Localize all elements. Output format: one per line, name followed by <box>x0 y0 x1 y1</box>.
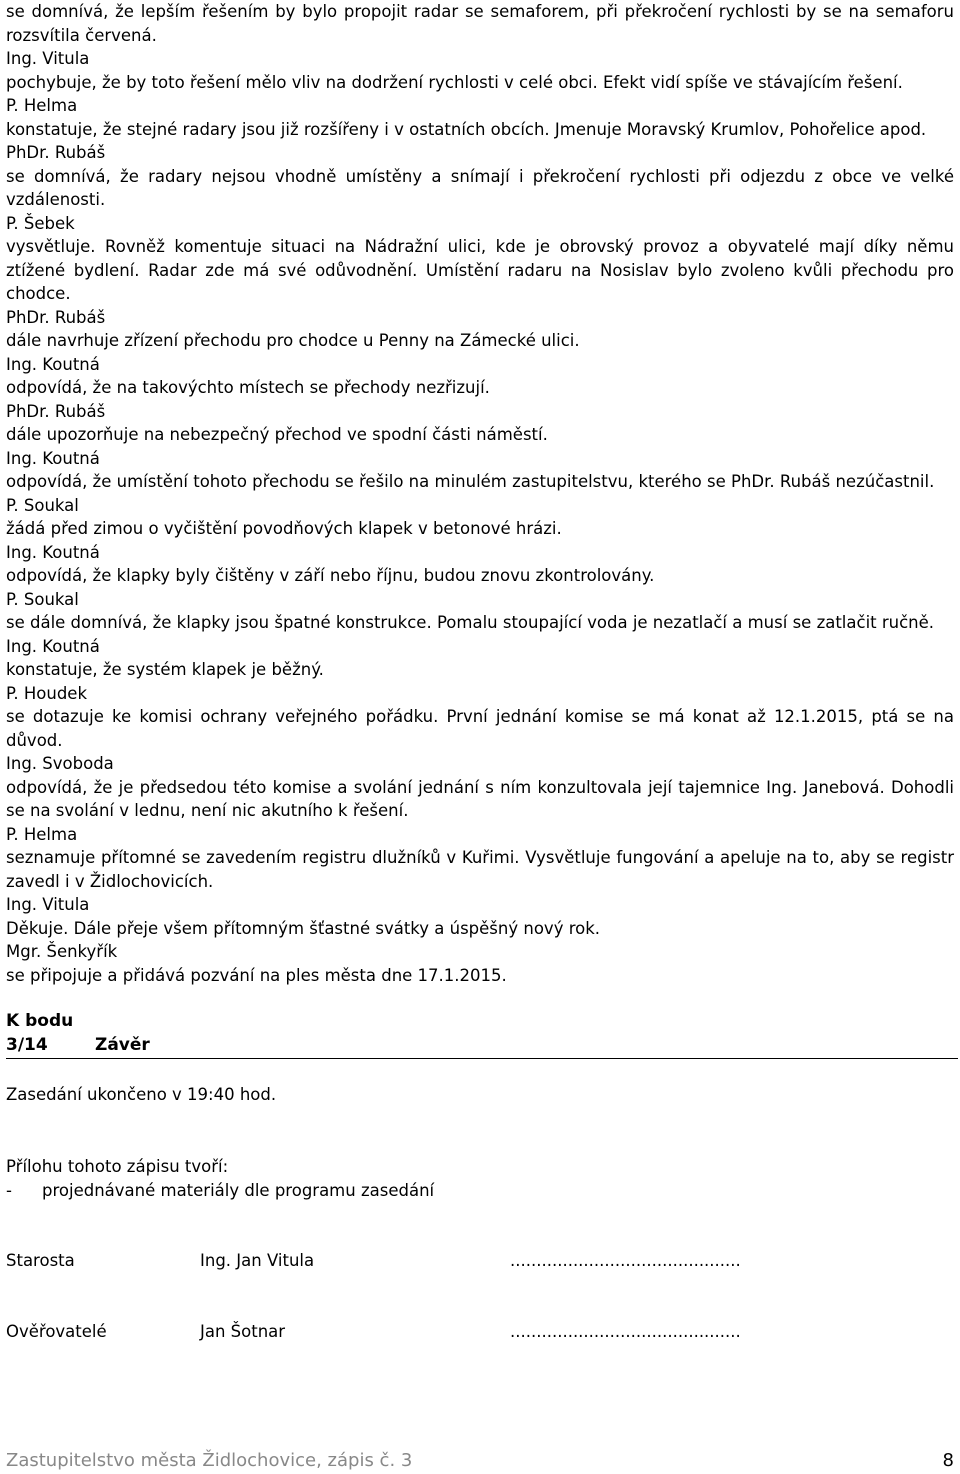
discussion-entries <box>6 47 954 987</box>
speaker-name: Ing. Vitula <box>6 895 90 914</box>
speaker-statement: pochybuje, že by toto řešení mělo vliv na dodržení rychlosti v celé obci. Efekt vidí spíše ve stávajícím řešení. <box>6 72 903 92</box>
speaker-statement: vysvětluje. Rovněž komentuje situaci na Nádražní ulici, kde je obrovský provoz a obyvatelé mají díky němu ztížené bydlení. Radar zde má své odůvodnění. Umístění radaru na Nosislav bylo zvoleno kvůli přechodu pro chodce. <box>6 237 954 303</box>
speaker-name: P. Soukal <box>6 495 79 515</box>
speaker-name: Mgr. Šenkyřík <box>6 942 118 961</box>
signature-name: Jan Šotnar <box>200 1322 286 1341</box>
speaker-name: P. Helma <box>6 96 78 115</box>
speaker-name: Ing. Koutná <box>6 354 100 374</box>
speaker-statement: odpovídá, že je předsedou této komise a svolání jednání s ním konzultovala její tajemnice Ing. Janebová. Dohodli se na svolání v lednu, není nic akutního k řešení. <box>6 777 954 820</box>
section-number: 3/14 <box>6 1035 48 1055</box>
signature-name: Ing. Jan Vitula <box>200 1251 315 1270</box>
speaker-name: PhDr. Rubáš <box>6 401 106 421</box>
attachment-heading: Přílohu tohoto zápisu tvoří: <box>6 1157 229 1176</box>
signature-role: Ověřovatelé <box>6 1322 107 1341</box>
closing-statement: Zasedání ukončeno v 19:40 hod. <box>6 1085 277 1104</box>
speaker-statement: seznamuje přítomné se zavedením registru dlužníků v Kuřimi. Vysvětluje fungování a apeluje na to, aby se registr zavedl i v Židlochovicích. <box>6 848 954 891</box>
section-divider <box>6 1058 958 1059</box>
speaker-name: Ing. Svoboda <box>6 754 114 773</box>
section-title-row <box>6 1033 954 1057</box>
speaker-name: Ing. Koutná <box>6 542 100 562</box>
speaker-name: P. Soukal <box>6 589 79 609</box>
page-footer <box>6 1449 954 1473</box>
speaker-name: P. Šebek <box>6 213 75 233</box>
intro-paragraph: se domnívá, že lepším řešením by bylo propojit radar se semaforem, při překročení rychlosti by se na semaforu rozsvítila červená. <box>6 2 954 45</box>
document-page <box>6 0 954 1344</box>
speaker-name: PhDr. Rubáš <box>6 143 106 162</box>
speaker-statement: se dotazuje ke komisi ochrany veřejného pořádku. První jednání komise se má konat až 12.1.2015, ptá se na důvod. <box>6 707 954 750</box>
speaker-statement: odpovídá, že umístění tohoto přechodu se řešilo na minulém zastupitelstvu, kterého se PhDr. Rubáš nezúčastnil. <box>6 472 935 491</box>
attachment-item-text: projednávané materiály dle programu zasedání <box>42 1181 435 1200</box>
speaker-name: P. Helma <box>6 824 78 844</box>
attachment-block <box>6 1155 954 1203</box>
speaker-name: Ing. Vitula <box>6 49 90 68</box>
signature-role: Starosta <box>6 1251 75 1270</box>
speaker-statement: dále upozorňuje na nebezpečný přechod ve spodní části náměstí. <box>6 425 548 444</box>
speaker-statement: žádá před zimou o vyčištění povodňových klapek v betonové hrázi. <box>6 519 562 538</box>
speaker-statement: Děkuje. Dále přeje všem přítomným šťastné svátky a úspěšný nový rok. <box>6 918 601 938</box>
signature-line: ............................................ <box>510 1251 741 1270</box>
speaker-statement: se domnívá, že radary nejsou vhodně umístěny a snímají i překročení rychlosti při odjezdu z obce ve velké vzdálenosti. <box>6 166 954 209</box>
speaker-name: Ing. Koutná <box>6 636 100 656</box>
speaker-statement: se dále domnívá, že klapky jsou špatné konstrukce. Pomalu stoupající voda je nezatlačí a musí se zatlačit ručně. <box>6 613 935 632</box>
speaker-name: PhDr. Rubáš <box>6 307 106 327</box>
signature-row-verifiers <box>6 1320 954 1344</box>
footer-page-number: 8 <box>942 1450 954 1471</box>
signature-line: ............................................ <box>510 1322 741 1341</box>
section-heading <box>6 1009 954 1057</box>
attachment-dash: - <box>6 1181 12 1200</box>
speaker-statement: odpovídá, že klapky byly čištěny v září nebo říjnu, budou znovu zkontrolovány. <box>6 566 655 585</box>
speaker-statement: dále navrhuje zřízení přechodu pro chodce u Penny na Zámecké ulici. <box>6 331 580 350</box>
speaker-name: Ing. Koutná <box>6 448 100 468</box>
speaker-statement: konstatuje, že systém klapek je běžný. <box>6 660 324 679</box>
speaker-statement: se připojuje a přidává pozvání na ples města dne 17.1.2015. <box>6 965 507 985</box>
speaker-statement: konstatuje, že stejné radary jsou již rozšířeny i v ostatních obcích. Jmenuje Moravský Krumlov, Pohořelice apod. <box>6 119 927 139</box>
signature-row-mayor <box>6 1249 954 1273</box>
speaker-name: P. Houdek <box>6 683 88 703</box>
section-title: Závěr <box>95 1035 150 1055</box>
attachment-item <box>6 1179 954 1203</box>
section-prefix: K bodu <box>6 1011 74 1031</box>
speaker-statement: odpovídá, že na takovýchto místech se přechody nezřizují. <box>6 378 490 397</box>
footer-title: Zastupitelstvo města Židlochovice, zápis č. 3 <box>6 1450 413 1471</box>
